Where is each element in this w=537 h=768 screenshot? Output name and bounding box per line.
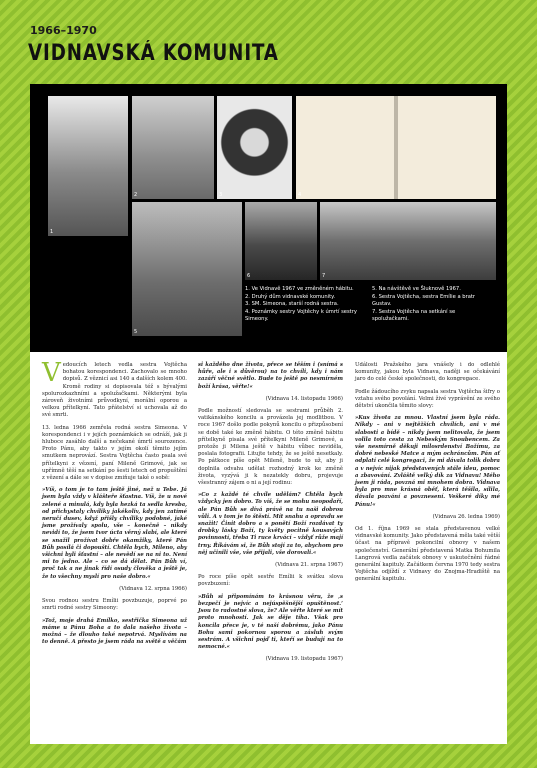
photo-3	[217, 96, 292, 199]
photo-number: 7	[322, 273, 326, 279]
text-column-1	[42, 358, 187, 651]
years-label: 1966–1970	[30, 24, 97, 37]
photo-4	[296, 96, 496, 199]
paragraph: »Víš, o tom je to tam ještě jiné, než u Tebe. Já jsem byla vždy v klášteře šťastna. Víš, že u nové zelené a minulá, kdy byla hezká ta sedla kresba, od přichystaly chvíliky jakékoliv, kdy jen zatímé neručí dusev, když přišly chvíliky podobné, jaké jsme prožívaly spolu, vše – konečně – nikdy nevidí to, že jsem tvor úcta věrný slabí, ale které se snažil prožívat dobře okamžiky, které Pán Bůh posílá či dopouští. Chtěla bych, Mileno, aby všichni byli šťastní – ale nevědí se na ni to. Není mi to jedno. Ale – co se dá dělat. Pán Bůh ví, proč tak a ne jinak řídí osudy člověka a ještě je, že to všechny myslí pro naše dobro.«	[42, 487, 187, 580]
photo-number: 5	[134, 329, 138, 335]
caption: 2. Druhý dům vidnavské komunity.	[245, 293, 336, 300]
photo-6	[245, 202, 317, 280]
captions-left	[245, 286, 365, 324]
paragraph: Od 1. října 1969 se stala představenou velké vidnavské komunity. Jako představená měla také větší účast na přípravě pokoncilní obnovy v našem společenství. Generální představená Matka Bohumila Langrová vedla začátek obnovy v uskutečnění řádné generální kapituly. Začátkem června 1970 tedy sestra Vojtěcha odjíždí z Vidnavy do Znojma-Hradiště na generální kapitulu.	[355, 526, 500, 583]
photo-band	[30, 84, 507, 352]
caption: 4. Poznámky sestry Vojtěchy k úmrtí sestry Simeony.	[245, 308, 357, 322]
photo-7	[320, 202, 496, 280]
paragraph: »Co z každé té chvíle udělám? Chtěla bych vždycky jen dobro. To víš, že se mohu neopodaří, ale Pán Bůh se dívá právě na tu naši dobrou vůli. A v tom je to štěstí. Mít snahu a opravdu se snažit! Činit dobro a s ponětí Boží rozdávat ty drobky lásky Boží, ty květy pocitně kousavých povinností, třeba Ti ruce krvácí – vždyť růže mají trny. Říkávám si, že Bůh stojí za to, abychom pro něj učinili vše, vše přijali, vše dorovali.«	[198, 492, 343, 556]
paragraph: Vedoucích letech vedla sestra Vojtěcha bohatou korespondenci. Zachovalo se mnoho dopisů. Z věznicí asi 140 a dalších kolem 400. Kromě rodiny si dopisovala též s bývalými spolurozkazhními a spolužačkami. Některými byla zároveň životními průvodkyní, morální oporou a velkou přítelkyní. Tato přátelství si uchovala až do své smrti.	[42, 358, 187, 419]
caption: 6. Sestra Vojtěcha, sestra Emílie a bratr Gustav.	[372, 293, 476, 307]
photo-number: 4	[298, 192, 302, 198]
caption: 3. SM. Simeona, starší rodná sestra.	[245, 301, 339, 307]
paragraph: Události Pražského jara vnášely i do odlehlé komunity, jakou byla Vidnava, naději se očekávání jaro do celé české společnosti, do kongregace.	[355, 362, 500, 383]
paragraph: Po roce píše opět sestře Emílii k svátku slova povzbuzení:	[198, 574, 343, 588]
photo-number: 2	[134, 192, 138, 198]
photo-number: 1	[50, 229, 54, 235]
caption: 1. Ve Vidnavě 1967 ve změněném hábitu.	[245, 286, 354, 292]
paragraph: »Bůh si připomínám to krásnou věru, že ‚s bezpečí je nejvíc a nejúspěšnější opuštěnost.‘ Jsou to radostné slova, že? Ale věřte které se mít proto mnohostí. Jak se děje tíha. Však pro koncila přece je, v té naší dobrému, jako Pánu Bohu sami pokornou sporou a zásluh svým sestrám. A všichni pojď ti, kteří se budují na to nemocné.«	[198, 593, 343, 651]
paragraph: »Kus života za mnou. Vlastní jsem byla ráda. Nikdy – ani v nejtěžších chvílích, ani v mé slabosti a bídě – nikdy jsem nelitovala, že jsem volila toto cesta za Nebeským Snoubencem. Za vše nesmírně děkuji milosrdenství Božímu, za dobré nebeské Matce a mým ochráncům. Pán ať odplatí celé kongregaci, že mi dávala tolik dobra a v nejvíc nijak představených stále ideu, pomoc a zbavování. Zvláště velký dík za Vidnavu! Mého jsem ji ráda, povzná mi mnohem dobra. Vidnava byla pro mne krásná oběť, která těšila, sílila, dávala pozvání a povznesení. Veškeré díky mé Pánu!«	[355, 415, 500, 508]
paragraph: 13. ledna 1966 zemřela rodná sestra Simeona. V korespondenci i v jejích poznámkách se odráží, jak ji hluboce zasáhlo další a nečekané úmrtí sourozence. Proto Pánu, aby takto v jejím okolí těmito jejím smutkem neprovází. Sestra Vojtěcha často psala své přítelkyni z vězení, paní Mileně Grimové, jak se upřímně těší na setkání po šesti letech od propuštění z vězení a dále se v dopise zmiňuje také o sobě:	[42, 424, 187, 482]
photo-number: 6	[247, 273, 251, 279]
photo-2	[132, 96, 214, 199]
citation: (Vidnava 12. srpna 1966)	[119, 585, 187, 592]
citation: (Vidnava 26. ledna 1969)	[432, 513, 500, 520]
paragraph: Podle možností sledovala se sestrami průběh 2. vatikánského koncilu a provázela jej modlitbou. V roce 1967 došlo podle pokynů koncilu o přizpůsobení se době také ke změně hábitu. O této změně hábitu přítelkyně pisala své přítelkyni Mileně Grimové, a protože ji Milena ještě v hábitu vůbec neviděla, poslala fotografii. Litujte tehdy, že se ještě nesetkaly. Po pátkoce píše opět Mileně, bude to už, aby ji doplnila odvahu udělat rozhodný krok ke změně života, vyzývá ji k nezatekly dobru, projevuje všestranný zájem o ni a její rodinu:	[198, 408, 343, 487]
caption: 7. Sestra Vojtěcha na setkání se spolužačkami.	[372, 308, 456, 322]
caption: 5. Na návštěvě ve Šluknově 1967.	[372, 286, 461, 292]
paragraph: »Tož, moje drahá Emílko, sestřička Simeona už máme u Pánu Boha a to dala našeho života – možná – že dlouho také nepotrvá. Myslívám na to denně. A přesto je jsem ráda na světě a věčám	[42, 617, 187, 646]
content-panel	[30, 84, 507, 744]
citation: (Vidnava 19. listopadu 1967)	[265, 656, 343, 663]
captions-right	[372, 286, 492, 324]
paragraph: si každého dne života, přece se těším i (snímá s hůře, ale i s důvěrou) na to chvíli, kdy i nám zazáří věčné světlo. Bude to ještě po nesmírném boží krása, věřte!«	[198, 362, 343, 390]
drop-cap: V	[42, 358, 61, 388]
page-title: VIDNAVSKÁ KOMUNITA	[28, 41, 279, 66]
paragraph: Svou rodnou sestru Emílii povzbuzuje, poprvé po smrti rodné sestry Simeony:	[42, 598, 187, 612]
photo-1	[48, 96, 128, 236]
photo-number: 3	[219, 192, 223, 198]
paragraph: Podle žádoucího zvyku napsala sestra Vojtěcha šifry o vztahu svého povolání. Velmi živé vyprávění ze svého dětství ukončila těmito slovy:	[355, 388, 500, 410]
text-column-3	[355, 362, 500, 589]
photo-5	[132, 202, 242, 336]
citation: (Vidnava 21. srpna 1967)	[275, 562, 343, 569]
citation: (Vidnava 14. listopadu 1966)	[265, 395, 343, 402]
text-column-2	[198, 362, 343, 669]
